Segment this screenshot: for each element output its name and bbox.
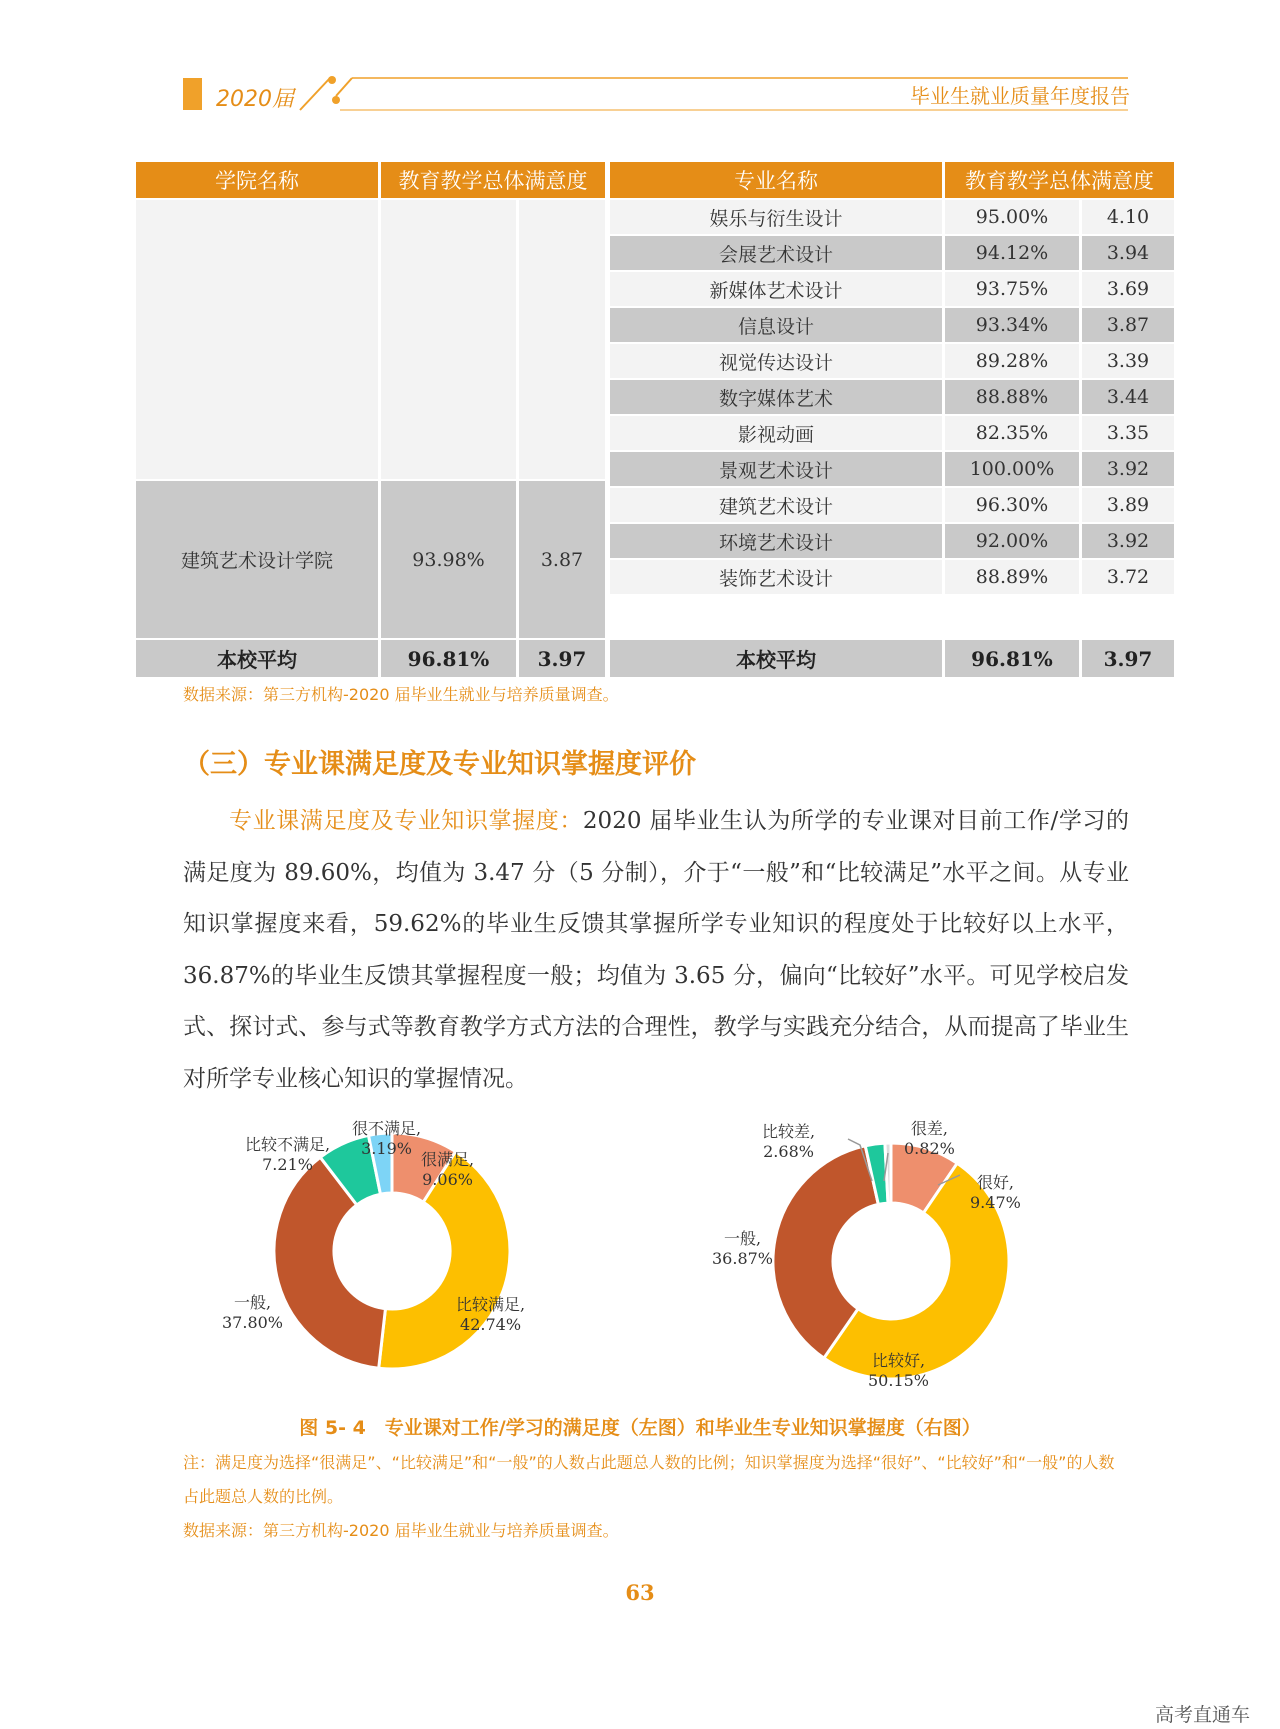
avg-score-left: 3.97: [519, 640, 605, 677]
avg-pct-right: 96.81%: [945, 640, 1079, 677]
major-pct-cell: 89.28%: [945, 344, 1079, 378]
avg-label-right: 本校平均: [610, 640, 942, 677]
left-label-slice-1: 很满足, 9.06%: [421, 1150, 475, 1189]
major-name-cell: 景观艺术设计: [610, 452, 942, 486]
header-year: 2020届: [216, 87, 294, 112]
major-name-cell: 影视动画: [610, 416, 942, 450]
major-pct-cell: 93.75%: [945, 272, 1079, 306]
note-source: 数据来源：第三方机构-2020 届毕业生就业与培养质量调查。: [183, 1521, 619, 1540]
major-score-cell: 3.72: [1082, 560, 1174, 594]
major-name-cell: 环境艺术设计: [610, 524, 942, 558]
major-score-cell: 3.44: [1082, 380, 1174, 414]
left-label-slice-2: 比较满足, 42.74%: [456, 1295, 526, 1334]
satisfaction-table: [136, 162, 1174, 677]
paragraph-highlight: 专业课满足度及专业知识掌握度：: [229, 808, 583, 834]
left-label-slice-4: 比较不满足, 7.21%: [245, 1135, 331, 1174]
major-score-cell: 3.92: [1082, 524, 1174, 558]
major-name-cell: 视觉传达设计: [610, 344, 942, 378]
section-title: （三）专业课满足度及专业知识掌握度评价: [183, 749, 696, 780]
major-score-cell: 3.92: [1082, 452, 1174, 486]
major-pct-cell: 88.89%: [945, 560, 1079, 594]
watermark-text: 高考直通车: [1154, 1704, 1250, 1726]
major-score-cell: 3.39: [1082, 344, 1174, 378]
major-score-cell: 3.89: [1082, 488, 1174, 522]
major-name-cell: 信息设计: [610, 308, 942, 342]
college-pct: 93.98%: [381, 481, 516, 638]
figure-note: [183, 1446, 1123, 1548]
major-name-cell: 数字媒体艺术: [610, 380, 942, 414]
college-score-cell-prev: [519, 200, 605, 479]
right-label-slice-1: 很好, 9.47%: [970, 1173, 1021, 1212]
college-pct-cell-prev: [381, 200, 516, 479]
college-score: 3.87: [519, 481, 605, 638]
major-pct-cell: 95.00%: [945, 200, 1079, 234]
college-cell-prev: [136, 200, 378, 479]
major-pct-cell: 100.00%: [945, 452, 1079, 486]
figure-caption: 图 5- 4 专业课对工作/学习的满足度（左图）和毕业生专业知识掌握度（右图）: [299, 1417, 981, 1439]
right-label-slice-2: 比较好, 50.15%: [868, 1351, 930, 1390]
major-name-cell: 会展艺术设计: [610, 236, 942, 270]
th-major: 专业名称: [610, 162, 942, 198]
page-number: 63: [625, 1580, 655, 1605]
left-label-slice-3: 一般, 37.80%: [222, 1293, 284, 1332]
donut-chart-svg: [0, 1105, 1280, 1415]
avg-label-left: 本校平均: [136, 640, 378, 677]
data-source: 数据来源：第三方机构-2020 届毕业生就业与培养质量调查。: [183, 685, 619, 704]
left-label-slice-5: 很不满足, 3.19%: [352, 1119, 422, 1158]
major-name-cell: 建筑艺术设计: [610, 488, 942, 522]
major-pct-cell: 88.88%: [945, 380, 1079, 414]
right-label-slice-4: 比较差, 2.68%: [762, 1122, 816, 1161]
major-pct-cell: 94.12%: [945, 236, 1079, 270]
th-college: 学院名称: [136, 162, 378, 198]
header-title: 毕业生就业质量年度报告: [910, 84, 1130, 108]
major-pct-cell: 93.34%: [945, 308, 1079, 342]
major-pct-cell: 92.00%: [945, 524, 1079, 558]
avg-score-right: 3.97: [1082, 640, 1174, 677]
donut-charts: [0, 1105, 1280, 1415]
paragraph-body: 2020 届毕业生认为所学的专业课对目前工作/学习的满足度为 89.60%，均值为 3.47 分（5 分制），介于“一般”和“比较满足”水平之间。从专业知识掌握度来看，59.62%的毕业生反馈其掌握所学专业知识的程度处于比较好以上水平，36.87%的毕业生反馈其掌握程度一般；均值为 3.65 分，偏向“比较好”水平。可见学校启发式、探讨式、参与式等教育教学方式方法的合理性，教学与实践充分结合，从而提高了毕业生对所学专业核心知识的掌握情况。: [183, 808, 1130, 1092]
college-name: 建筑艺术设计学院: [136, 481, 378, 638]
header-decoration-lines: [0, 0, 1280, 130]
note-text: 注：满足度为选择“很满足”、“比较满足”和“一般”的人数占此题总人数的比例；知识掌握度为选择“很好”、“比较好”和“一般”的人数占此题总人数的比例。: [183, 1453, 1115, 1506]
major-pct-cell: 82.35%: [945, 416, 1079, 450]
major-score-cell: 3.94: [1082, 236, 1174, 270]
major-name-cell: 新媒体艺术设计: [610, 272, 942, 306]
major-score-cell: 3.87: [1082, 308, 1174, 342]
th-college-satisfaction: 教育教学总体满意度: [381, 162, 605, 198]
th-major-satisfaction: 教育教学总体满意度: [945, 162, 1174, 198]
major-score-cell: 3.35: [1082, 416, 1174, 450]
major-score-cell: 4.10: [1082, 200, 1174, 234]
major-name-cell: 装饰艺术设计: [610, 560, 942, 594]
avg-pct-left: 96.81%: [381, 640, 516, 677]
major-score-cell: 3.69: [1082, 272, 1174, 306]
right-label-slice-5: 很差, 0.82%: [904, 1119, 955, 1158]
body-paragraph: [183, 796, 1129, 1105]
right-label-slice-3: 一般, 36.87%: [712, 1229, 774, 1268]
major-name-cell: 娱乐与衍生设计: [610, 200, 942, 234]
major-pct-cell: 96.30%: [945, 488, 1079, 522]
